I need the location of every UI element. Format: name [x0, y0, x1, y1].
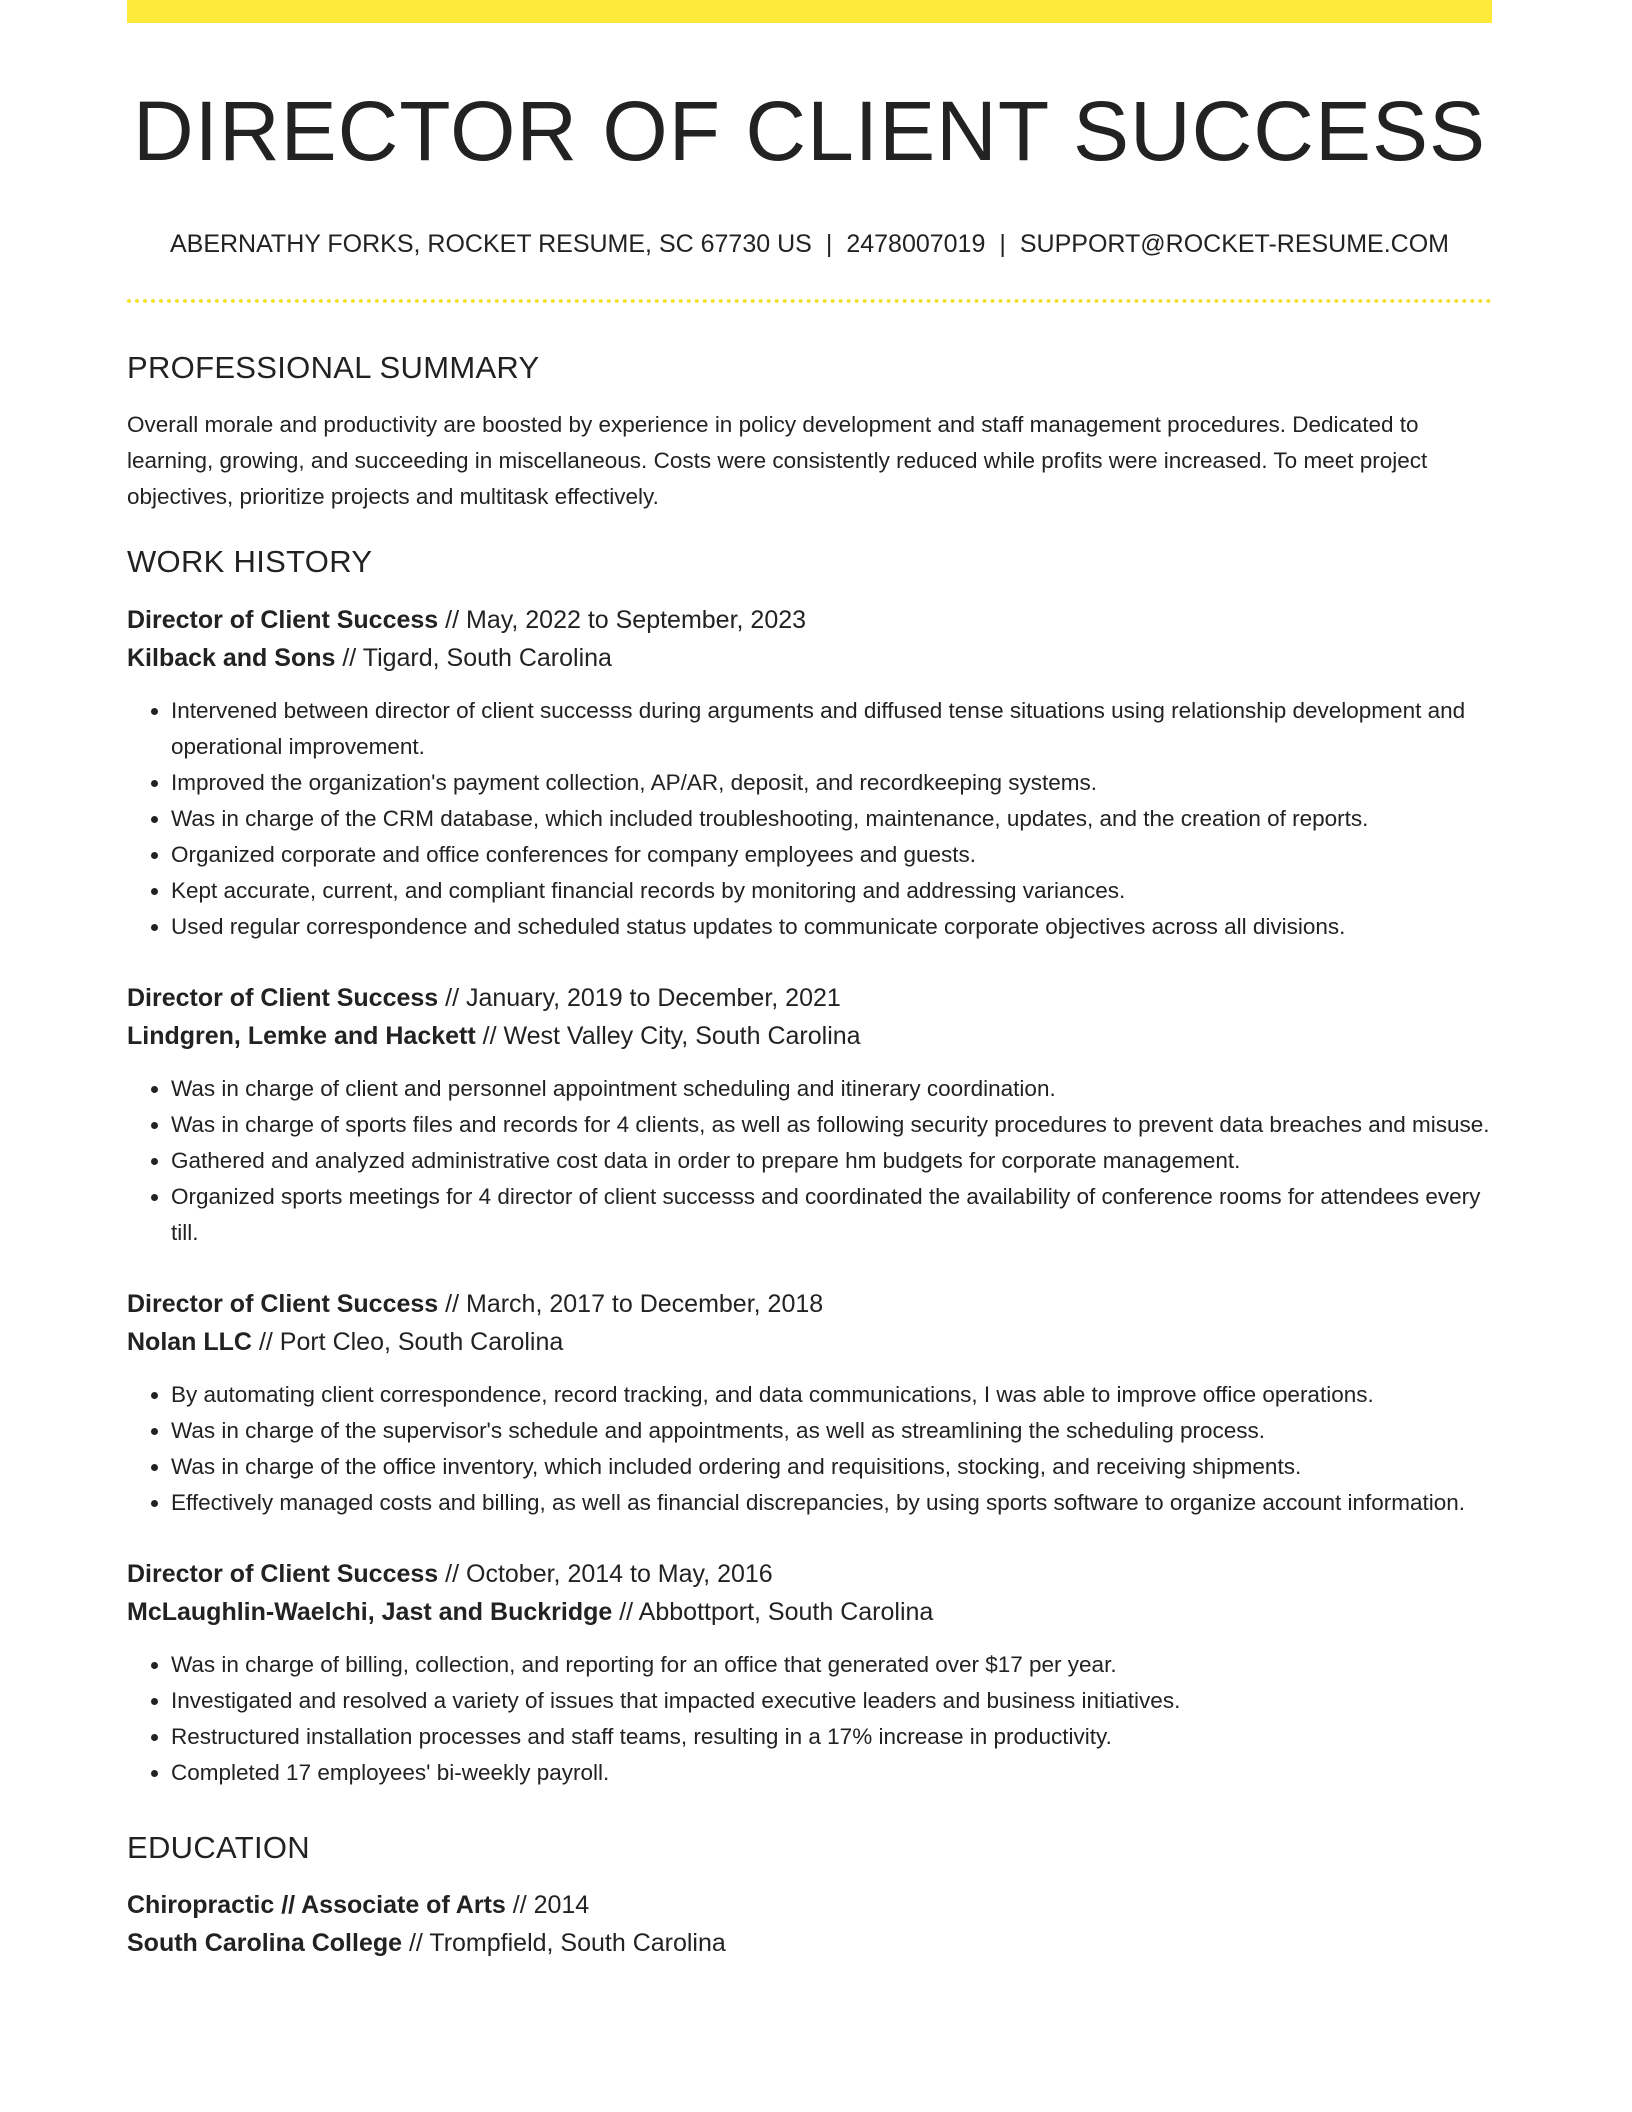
job-company: Nolan LLC: [127, 1327, 252, 1356]
education-degree: Chiropractic // Associate of Arts: [127, 1890, 506, 1919]
job-entry: [127, 1285, 1492, 1521]
job-bullet-list: [127, 1377, 1492, 1521]
job-bullet: • Organized corporate and office conferences for company employees and guests.: [171, 837, 1492, 873]
job-title-line: [127, 601, 1492, 639]
education-entry: [127, 1886, 1492, 1962]
job-bullet-list: [127, 693, 1492, 945]
job-company-line: [127, 1323, 1492, 1361]
job-title: Director of Client Success: [127, 1559, 439, 1588]
contact-email[interactable]: SUPPORT@ROCKET-RESUME.COM: [1019, 230, 1450, 259]
contact-phone: 2478007019: [846, 230, 986, 259]
job-company: Kilback and Sons: [127, 643, 336, 672]
job-bullet: • Improved the organization's payment collection, AP/AR, deposit, and recordkeeping systems.: [171, 765, 1492, 801]
job-bullet: • Used regular correspondence and scheduled status updates to communicate corporate objectives across all divisions.: [171, 909, 1492, 945]
job-title: Director of Client Success: [127, 983, 439, 1012]
job-bullet: • Gathered and analyzed administrative cost data in order to prepare hm budgets for corporate management.: [171, 1143, 1492, 1179]
job-location: // Port Cleo, South Carolina: [252, 1327, 564, 1356]
job-bullet: • By automating client correspondence, record tracking, and data communications, I was able to improve office operations.: [171, 1377, 1492, 1413]
job-bullet: • Effectively managed costs and billing, as well as financial discrepancies, by using sports software to organize account information.: [171, 1485, 1492, 1521]
work-history-list: [127, 601, 1492, 1791]
contact-address: ABERNATHY FORKS, ROCKET RESUME, SC 67730 US: [169, 230, 812, 259]
job-company-line: [127, 1593, 1492, 1631]
job-company: McLaughlin-Waelchi, Jast and Buckridge: [127, 1597, 613, 1626]
contact-separator: |: [999, 230, 1006, 259]
job-title-line: [127, 1555, 1492, 1593]
job-location: // Tigard, South Carolina: [335, 643, 612, 672]
education-heading: EDUCATION: [127, 1829, 310, 1865]
job-bullet: • Intervened between director of client successs during arguments and diffused tense situations using relationship development and operational improvement.: [171, 693, 1492, 765]
education-school-line: [127, 1924, 1492, 1962]
accent-bar: [127, 0, 1492, 23]
dotted-divider: [127, 299, 1492, 303]
job-bullet: • Was in charge of client and personnel appointment scheduling and itinerary coordination.: [171, 1071, 1492, 1107]
education-location: // Trompfield, South Carolina: [402, 1928, 726, 1957]
job-entry: [127, 979, 1492, 1251]
job-bullet-list: [127, 1647, 1492, 1791]
job-bullet: • Was in charge of the office inventory, which included ordering and requisitions, stocking, and receiving shipments.: [171, 1449, 1492, 1485]
job-location: // West Valley City, South Carolina: [475, 1021, 861, 1050]
job-bullet: • Completed 17 employees' bi-weekly payroll.: [171, 1755, 1492, 1791]
job-bullet: • Organized sports meetings for 4 director of client successs and coordinated the availability of conference rooms for attendees every till.: [171, 1179, 1492, 1251]
job-title: Director of Client Success: [127, 1289, 439, 1318]
job-bullet-list: [127, 1071, 1492, 1251]
job-bullet: • Restructured installation processes and staff teams, resulting in a 17% increase in productivity.: [171, 1719, 1492, 1755]
job-entry: [127, 601, 1492, 945]
job-company-line: [127, 639, 1492, 677]
education-year: // 2014: [505, 1890, 590, 1919]
resume-title: DIRECTOR OF CLIENT SUCCESS: [132, 84, 1487, 178]
job-bullet: • Kept accurate, current, and compliant financial records by monitoring and addressing variances.: [171, 873, 1492, 909]
job-dates: // May, 2022 to September, 2023: [438, 605, 807, 634]
job-entry: [127, 1555, 1492, 1791]
job-dates: // January, 2019 to December, 2021: [438, 983, 841, 1012]
education-degree-line: [127, 1886, 1492, 1924]
contact-line: [127, 229, 1492, 259]
work-history-heading: WORK HISTORY: [127, 543, 373, 579]
summary-text: Overall morale and productivity are boosted by experience in policy development and staff management procedures. Dedicated to learning, growing, and succeeding in miscellaneous. Costs were consistently reduced while profits were increased. To meet project objectives, prioritize projects and multitask effectively.: [127, 411, 1428, 509]
job-bullet: • Was in charge of billing, collection, and reporting for an office that generated over $17 per year.: [171, 1647, 1492, 1683]
job-company: Lindgren, Lemke and Hackett: [127, 1021, 476, 1050]
job-bullet: • Was in charge of the CRM database, which included troubleshooting, maintenance, updates, and the creation of reports.: [171, 801, 1492, 837]
contact-separator: |: [825, 230, 833, 259]
job-bullet: • Was in charge of sports files and records for 4 clients, as well as following security procedures to prevent data breaches and misuse.: [171, 1107, 1492, 1143]
resume-page: [127, 0, 1492, 1962]
job-bullet: • Investigated and resolved a variety of issues that impacted executive leaders and business initiatives.: [171, 1683, 1492, 1719]
education-school: South Carolina College: [127, 1928, 403, 1957]
job-dates: // October, 2014 to May, 2016: [438, 1559, 773, 1588]
job-title-line: [127, 1285, 1492, 1323]
job-dates: // March, 2017 to December, 2018: [438, 1289, 824, 1318]
summary-heading: PROFESSIONAL SUMMARY: [127, 350, 540, 386]
job-company-line: [127, 1017, 1492, 1055]
job-title-line: [127, 979, 1492, 1017]
job-location: // Abbottport, South Carolina: [612, 1597, 934, 1626]
job-bullet: • Was in charge of the supervisor's schedule and appointments, as well as streamlining the scheduling process.: [171, 1413, 1492, 1449]
job-title: Director of Client Success: [127, 605, 439, 634]
